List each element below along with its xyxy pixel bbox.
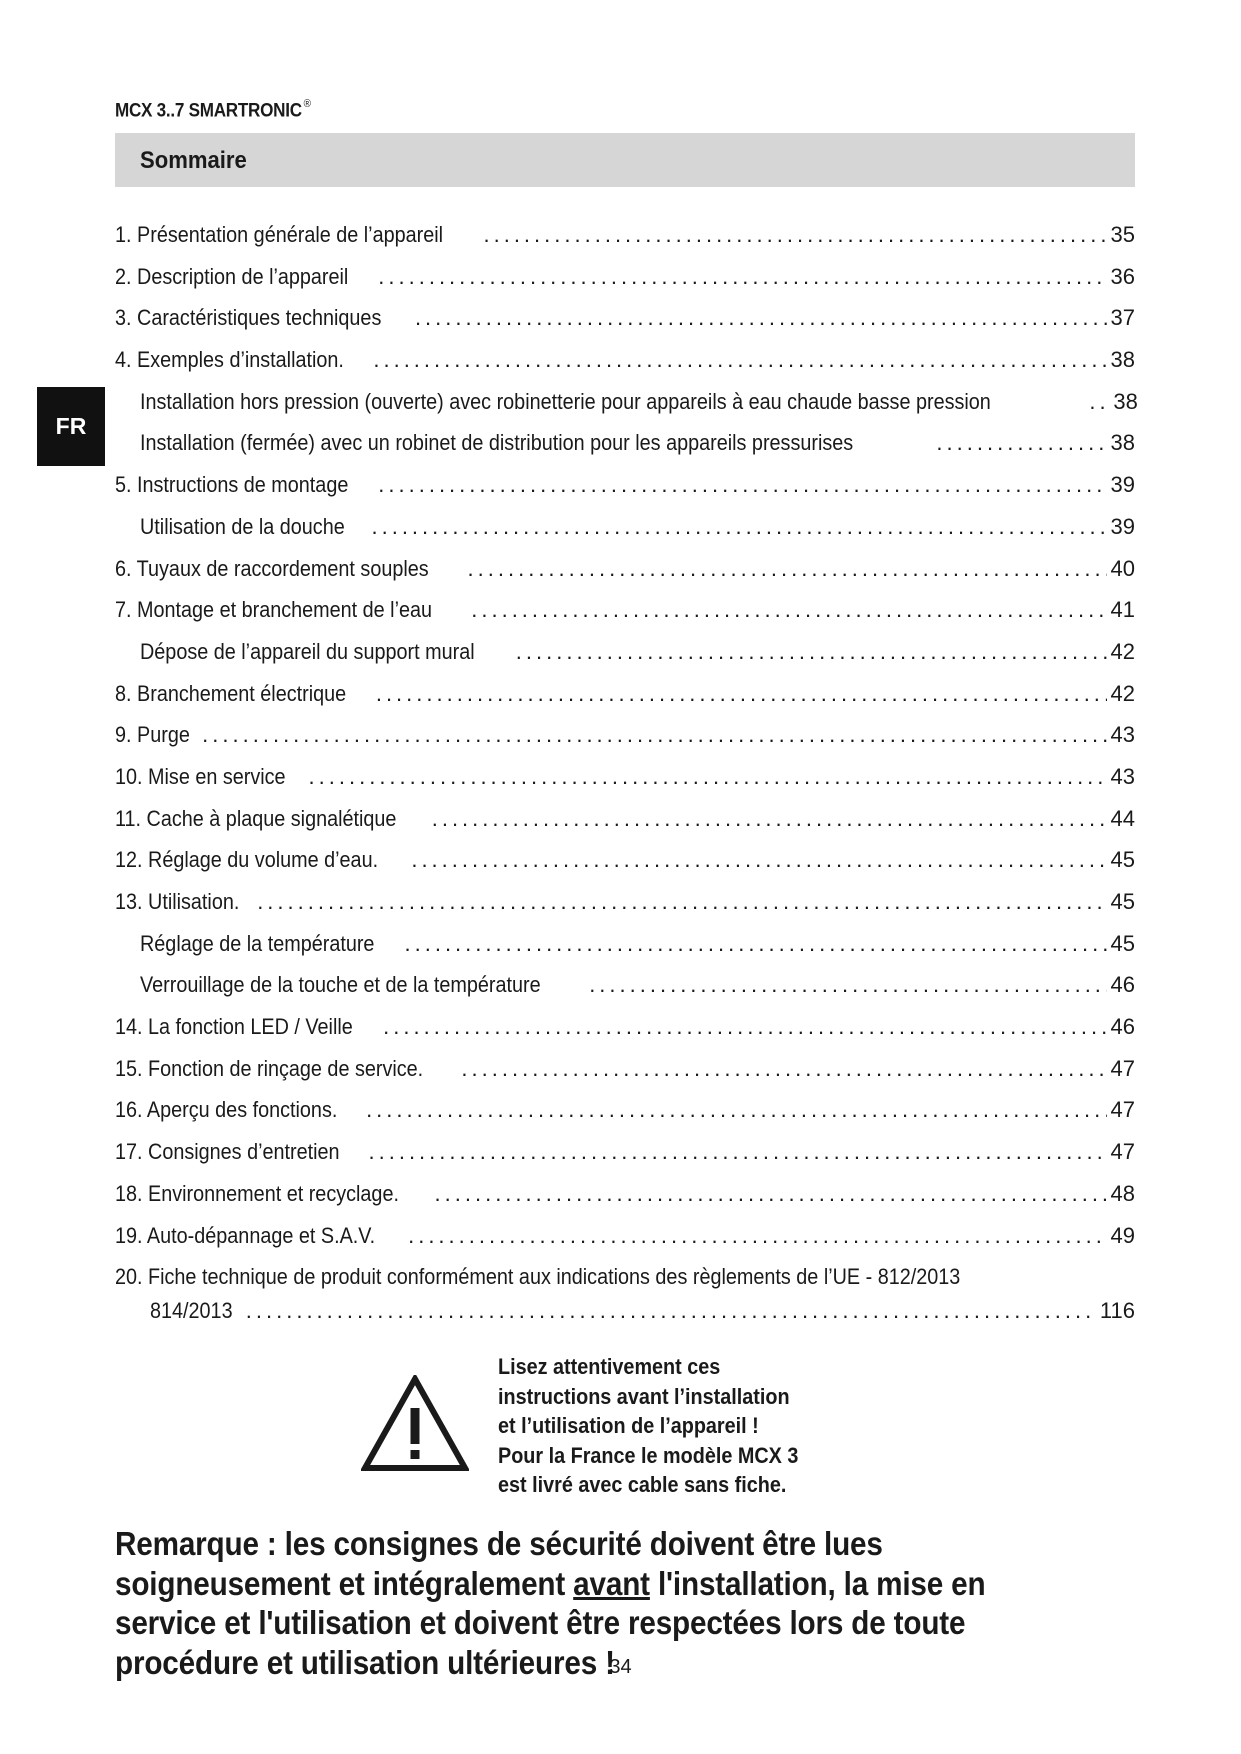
dot-leader	[202, 722, 1106, 748]
toc-entry-page: 45	[1110, 930, 1135, 956]
dot-leader	[1089, 389, 1109, 415]
toc-entry-title: 15. Fonction de rinçage de service.	[115, 1055, 424, 1081]
toc-entry-8[interactable]	[115, 681, 1135, 723]
toc-entry-4[interactable]	[115, 347, 1135, 389]
language-tab: FR	[37, 387, 105, 466]
toc-subentry-5a[interactable]	[115, 514, 1135, 556]
toc-entry-3[interactable]	[115, 305, 1135, 347]
toc-entry-title: 3. Caractéristiques techniques	[115, 305, 382, 331]
remark-text-start: Remarque : les consignes de sécurité doivent être lues soigneusement et intégralement	[115, 1525, 883, 1602]
toc-entry-title: Dépose de l’appareil du support mural	[140, 638, 475, 664]
toc-entry-20[interactable]	[115, 1264, 1135, 1298]
dot-leader	[257, 889, 1106, 915]
remark-text-end: l'installation, la mise en service et l'utilisation et doivent être respectées lors de toute procédure et utilisation ultérieures !	[115, 1564, 986, 1681]
toc-entry-9[interactable]	[115, 722, 1135, 764]
toc-entry-2[interactable]	[115, 264, 1135, 306]
toc-entry-title: 9. Purge	[115, 722, 190, 748]
dot-leader	[366, 1097, 1106, 1123]
dot-leader	[408, 1223, 1106, 1249]
warning-notice	[498, 1352, 822, 1500]
toc-entry-title: 8. Branchement électrique	[115, 680, 347, 706]
dot-leader	[371, 514, 1106, 540]
toc-entry-7[interactable]	[115, 597, 1135, 639]
toc-entry-page: 49	[1110, 1222, 1135, 1248]
toc-entry-18[interactable]	[115, 1181, 1135, 1223]
toc-subentry-4a[interactable]	[115, 388, 1138, 431]
toc-entry-page: 40	[1110, 555, 1135, 581]
toc-entry-page: 42	[1110, 638, 1135, 664]
toc-entry-page: 38	[1110, 430, 1135, 456]
toc-entry-page: 37	[1110, 305, 1135, 331]
toc-entry-15[interactable]	[115, 1056, 1135, 1098]
remark-emphasis: avant	[573, 1564, 650, 1602]
section-header-bar	[115, 133, 1135, 187]
toc-entry-title: 16. Aperçu des fonctions.	[115, 1097, 338, 1123]
dot-leader	[516, 639, 1107, 665]
toc-entry-page: 47	[1110, 1139, 1135, 1165]
toc-entry-page: 46	[1110, 1014, 1135, 1040]
toc-entry-20-continued[interactable]	[115, 1298, 1135, 1338]
toc-entry-title: 10. Mise en service	[115, 763, 286, 789]
dot-leader	[589, 972, 1106, 998]
toc-entry-title: 20. Fiche technique de produit conformément aux indications des règlements de l’UE - 812/2013	[115, 1264, 961, 1290]
dot-leader	[415, 305, 1107, 331]
dot-leader	[378, 264, 1106, 290]
toc-subentry-13b[interactable]	[115, 972, 1135, 1014]
toc-entry-page: 48	[1110, 1180, 1135, 1206]
warning-line: Pour la France le modèle MCX 3	[498, 1442, 799, 1468]
toc-entry-page: 43	[1110, 722, 1135, 748]
warning-line: est livré avec cable sans fiche.	[498, 1472, 787, 1497]
toc-entry-title: 2. Description de l’appareil	[115, 263, 349, 289]
toc-entry-page: 47	[1110, 1097, 1135, 1123]
toc-entry-title: 11. Cache à plaque signalétique	[115, 805, 397, 831]
toc-entry-title: 5. Instructions de montage	[115, 472, 349, 498]
toc-entry-page: 45	[1110, 847, 1135, 873]
dot-leader	[373, 347, 1106, 373]
dot-leader	[468, 556, 1107, 582]
toc-entry-page: 38	[1110, 347, 1135, 373]
toc-subentry-13a[interactable]	[115, 931, 1135, 973]
toc-subentry-7a[interactable]	[115, 639, 1135, 681]
toc-entry-page: 39	[1110, 513, 1135, 539]
dot-leader	[461, 1056, 1106, 1082]
toc-entry-14[interactable]	[115, 1014, 1135, 1056]
toc-entry-13[interactable]	[115, 889, 1135, 931]
page-title: Sommaire	[140, 147, 247, 174]
dot-leader	[936, 430, 1106, 456]
toc-entry-1[interactable]	[115, 222, 1135, 264]
toc-entry-title-continued: 814/2013	[150, 1298, 233, 1324]
toc-entry-title: Verrouillage de la touche et de la température	[140, 972, 541, 998]
dot-leader	[432, 806, 1107, 832]
toc-entry-title: 14. La fonction LED / Veille	[115, 1014, 353, 1040]
toc-entry-10[interactable]	[115, 764, 1135, 806]
toc-entry-16[interactable]	[115, 1097, 1135, 1139]
dot-leader	[405, 931, 1107, 957]
toc-entry-title: 13. Utilisation.	[115, 889, 240, 914]
toc-entry-title: Utilisation de la douche	[140, 513, 345, 539]
warning-line: et l’utilisation de l’appareil !	[498, 1413, 759, 1438]
toc-entry-title: Installation hors pression (ouverte) avec robinetterie pour appareils à eau chaude basse pression	[140, 388, 991, 414]
toc-entry-title: 6. Tuyaux de raccordement souples	[115, 555, 429, 581]
dot-leader	[435, 1181, 1107, 1207]
toc-entry-page: 44	[1110, 805, 1135, 831]
toc-entry-page: 116	[1099, 1298, 1135, 1324]
warning-line: instructions avant l’installation	[498, 1383, 790, 1409]
dot-leader	[376, 681, 1107, 707]
dot-leader	[383, 1014, 1106, 1040]
dot-leader	[378, 472, 1106, 498]
toc-entry-page: 39	[1110, 472, 1135, 498]
toc-subentry-4b[interactable]	[115, 430, 1135, 472]
toc-entry-5[interactable]	[115, 472, 1135, 514]
product-name	[115, 100, 311, 122]
toc-entry-page: 35	[1110, 222, 1135, 247]
toc-entry-page: 42	[1110, 680, 1135, 706]
toc-entry-title: Installation (fermée) avec un robinet de distribution pour les appareils pressurises	[140, 430, 854, 456]
toc-entry-page: 47	[1110, 1055, 1135, 1081]
toc-entry-page: 41	[1110, 597, 1135, 623]
warning-line: Lisez attentivement ces	[498, 1354, 721, 1379]
warning-triangle-icon	[361, 1375, 469, 1473]
dot-leader	[471, 597, 1106, 623]
toc-entry-12[interactable]	[115, 847, 1135, 889]
toc-entry-title: 18. Environnement et recyclage.	[115, 1180, 399, 1206]
dot-leader	[309, 764, 1107, 790]
toc-entry-page: 45	[1110, 889, 1135, 914]
page-number: 34	[609, 1656, 632, 1678]
toc-entry-title: 17. Consignes d’entretien	[115, 1139, 340, 1165]
toc-entry-page: 46	[1110, 972, 1135, 998]
dot-leader	[369, 1139, 1107, 1165]
table-of-contents	[115, 222, 1138, 1338]
toc-entry-6[interactable]	[115, 556, 1135, 598]
product-name-text: MCX 3..7 SMARTRONIC	[115, 100, 302, 122]
toc-entry-title: 1. Présentation générale de l’appareil	[115, 222, 444, 247]
toc-entry-title: 19. Auto-dépannage et S.A.V.	[115, 1222, 376, 1248]
toc-entry-title: 4. Exemples d’installation.	[115, 347, 344, 373]
registered-mark: ®	[303, 98, 311, 110]
toc-entry-title: 7. Montage et branchement de l’eau	[115, 597, 433, 623]
toc-entry-11[interactable]	[115, 806, 1135, 848]
dot-leader	[483, 222, 1106, 248]
dot-leader	[411, 847, 1106, 873]
toc-entry-page: 38	[1113, 388, 1138, 414]
dot-leader	[246, 1298, 1096, 1324]
toc-entry-page: 43	[1110, 763, 1135, 789]
toc-entry-19[interactable]	[115, 1223, 1135, 1265]
toc-entry-17[interactable]	[115, 1139, 1135, 1181]
toc-entry-page: 36	[1110, 263, 1135, 289]
toc-entry-title: Réglage de la température	[140, 930, 375, 956]
toc-entry-title: 12. Réglage du volume d’eau.	[115, 847, 379, 873]
